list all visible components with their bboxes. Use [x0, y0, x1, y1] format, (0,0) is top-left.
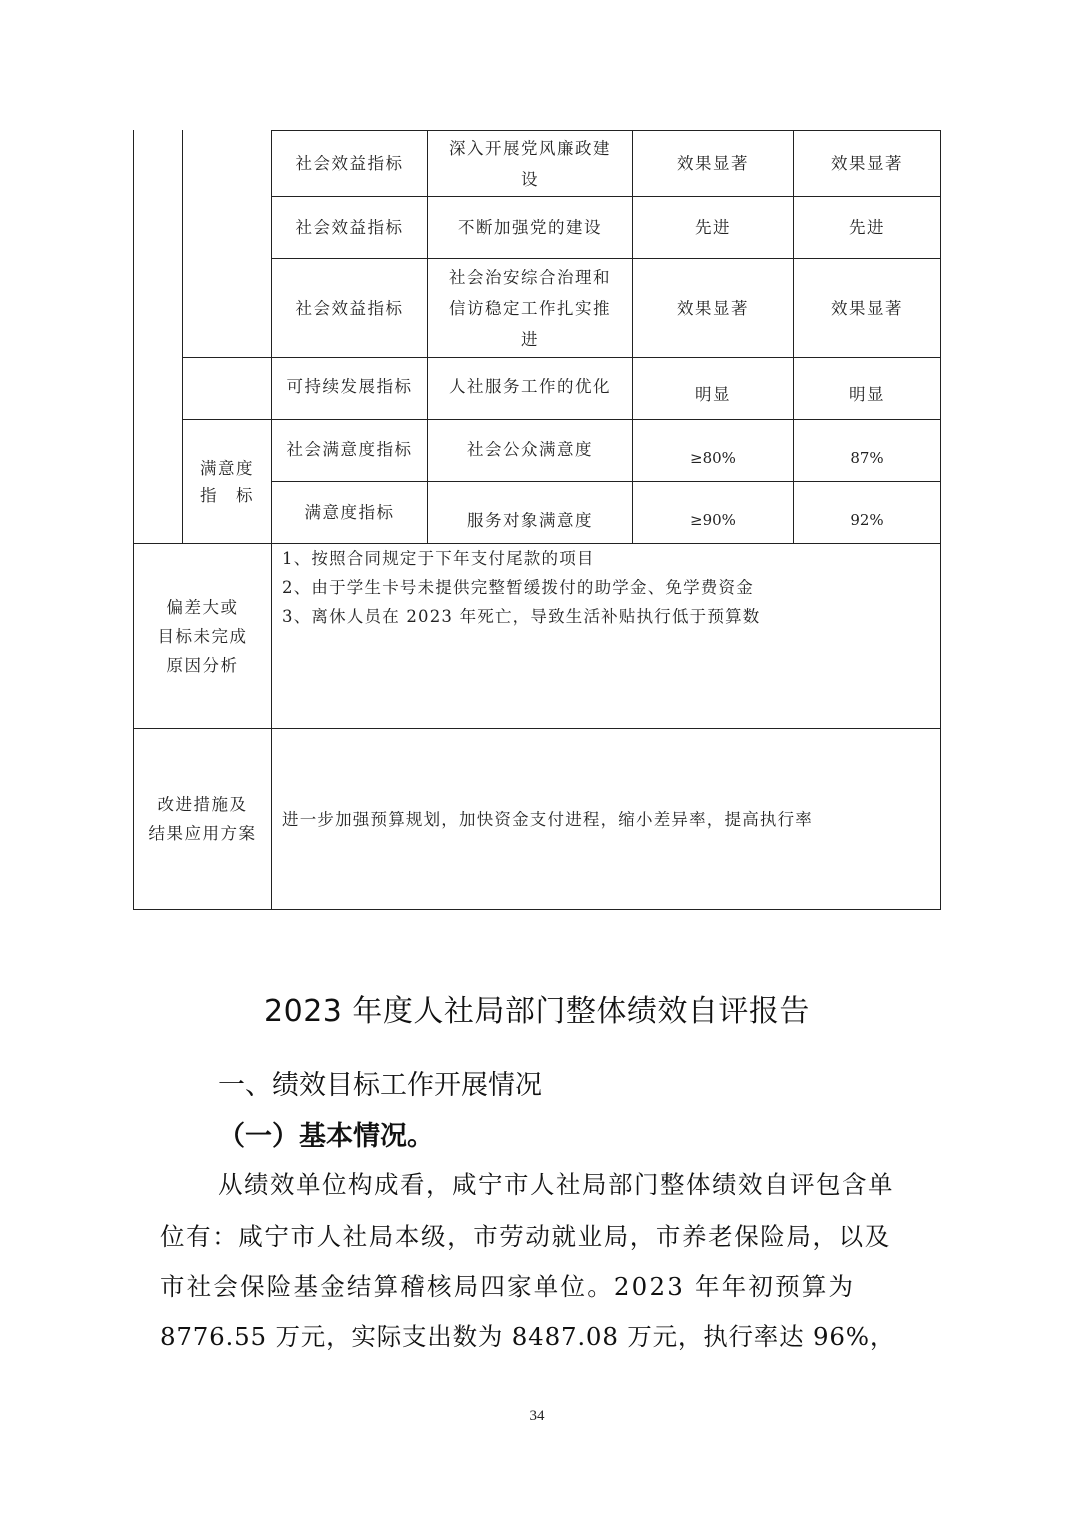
- indicator-cell: 社会满意度指标: [286, 439, 413, 459]
- label-line: 偏差大或: [166, 597, 239, 617]
- group-label-line: 指 标: [200, 485, 254, 505]
- target-cell: 效果显著: [677, 298, 749, 318]
- reason-item: 2、由于学生卡号未提供完整暂缓拨付的助学金、免学费资金: [282, 578, 754, 597]
- content-line: 信访稳定工作扎实推: [449, 298, 611, 318]
- paragraph-line: 从绩效单位构成看，咸宁市人社局部门整体绩效自评包含单: [218, 1170, 894, 1199]
- improvement-label: [134, 729, 271, 909]
- table-border: [133, 909, 941, 910]
- indicator-cell: 满意度指标: [304, 503, 395, 522]
- label-line: 目标未完成: [157, 626, 248, 646]
- actual-cell: 92%: [850, 511, 884, 529]
- content-cell: 不断加强党的建设: [458, 218, 602, 237]
- actual-cell: 效果显著: [831, 154, 903, 173]
- improvement-text: 进一步加强预算规划，加快资金支付进程，缩小差异率，提高执行率: [282, 809, 813, 829]
- paragraph-line: 市社会保险基金结算稽核局四家单位。2023 年年初预算为: [160, 1272, 856, 1301]
- deviation-label: [134, 544, 271, 728]
- content-line: 深入开展党风廉政建: [449, 138, 611, 158]
- group-label-line: 满意度: [200, 458, 254, 478]
- indicator-cell: 社会效益指标: [295, 218, 404, 237]
- content-cell: 人社服务工作的优化: [449, 376, 611, 396]
- content-cell: 服务对象满意度: [467, 511, 593, 530]
- label-line: 改进措施及: [157, 795, 248, 814]
- target-cell: 先进: [695, 218, 731, 237]
- label-line: 结果应用方案: [148, 824, 257, 843]
- content-cell: [428, 259, 632, 357]
- section-heading: 一、绩效目标工作开展情况: [218, 1070, 542, 1101]
- indicator-cell: 可持续发展指标: [286, 376, 413, 396]
- target-cell: 效果显著: [677, 154, 749, 173]
- report-title: 2023 年度人社局部门整体绩效自评报告: [264, 994, 810, 1029]
- reason-item: 3、离休人员在 2023 年死亡，导致生活补贴执行低于预算数: [282, 607, 761, 626]
- content-line: 社会治安综合治理和: [449, 267, 611, 287]
- deviation-reasons: [282, 544, 932, 728]
- subsection-heading: （一）基本情况。: [218, 1121, 434, 1152]
- target-cell: ≥80%: [690, 449, 736, 467]
- actual-cell: 87%: [850, 449, 884, 467]
- indicator-cell: 社会效益指标: [295, 298, 404, 318]
- paragraph-line: 位有：咸宁市人社局本级，市劳动就业局，市养老保险局，以及: [160, 1222, 891, 1251]
- label-line: 原因分析: [166, 655, 239, 675]
- content-cell: 社会公众满意度: [467, 439, 593, 459]
- indicator-cell: 社会效益指标: [295, 154, 404, 173]
- table-border: [940, 130, 941, 910]
- reason-item: 1、按照合同规定于下年支付尾款的项目: [282, 549, 595, 568]
- actual-cell: 效果显著: [831, 298, 903, 318]
- content-line: 进: [521, 329, 539, 349]
- target-cell: ≥90%: [690, 511, 736, 529]
- actual-cell: 明显: [849, 385, 885, 404]
- target-cell: 明显: [695, 385, 731, 404]
- content-cell: [428, 131, 632, 196]
- content-line: 设: [521, 169, 539, 189]
- paragraph-line: 8776.55 万元，实际支出数为 8487.08 万元，执行率达 96%，: [160, 1322, 896, 1351]
- satisfaction-group-label: [183, 420, 271, 543]
- actual-cell: 先进: [849, 218, 885, 237]
- page-number: 34: [529, 1408, 545, 1424]
